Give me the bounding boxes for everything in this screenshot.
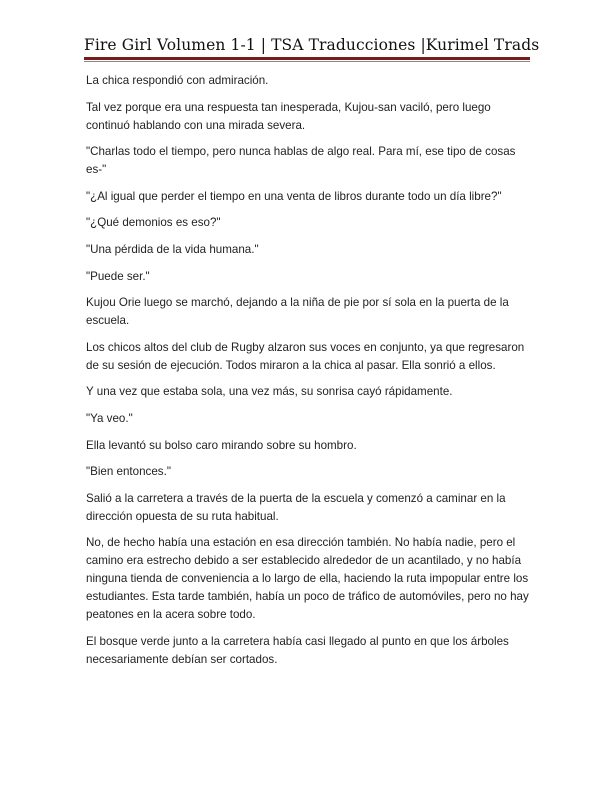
paragraph: La chica respondió con admiración. [86, 74, 269, 87]
paragraph: Y una vez que estaba sola, una vez más, su sonrisa cayó rápidamente. [86, 385, 453, 399]
paragraph: "Charlas todo el tiempo, pero nunca hablas de algo real. Para mí, ese tipo de cosas es-" [86, 145, 516, 177]
header-rule-red [84, 57, 530, 60]
paragraph: Ella levantó su bolso caro mirando sobre su hombro. [86, 438, 357, 452]
paragraph: "¿Qué demonios es eso?" [86, 216, 221, 230]
paragraph: Salió a la carretera a través de la puerta de la escuela y comenzó a caminar en la dirección opuesta de su ruta habitual. [86, 491, 506, 523]
paragraph: El bosque verde junto a la carretera había casi llegado al punto en que los árboles necesariamente debían ser cortados. [86, 634, 509, 666]
paragraph: No, de hecho había una estación en esa dirección también. No había nadie, pero el camino era estrecho debido a ser establecido alrededor de un acantilado, y no había ninguna tienda de conveniencia a lo largo de ella, haciendo la ruta impopular entre los estudiantes. Esta tarde también, había un poco de tráfico de automóviles, pero no hay peatones en la acera sobre todo. [86, 536, 529, 622]
page-header-title: Fire Girl Volumen 1-1 | TSA Traducciones |Kurimel Trads [84, 36, 540, 54]
paragraph: "¿Al igual que perder el tiempo en una venta de libros durante todo un día libre?" [86, 189, 502, 203]
paragraph: "Ya veo." [86, 411, 133, 425]
paragraph: "Una pérdida de la vida humana." [86, 242, 259, 256]
body-text [86, 72, 532, 678]
paragraph: Los chicos altos del club de Rugby alzaron sus voces en conjunto, ya que regresaron de su sesión de ejecución. Todos miraron a la chica al pasar. Ella sonrió a ellos. [86, 340, 525, 372]
paragraph: Kujou Orie luego se marchó, dejando a la niña de pie por sí sola en la puerta de la escuela. [86, 296, 509, 328]
paragraph: "Puede ser." [86, 269, 150, 283]
paragraph: "Bien entonces." [86, 465, 171, 479]
paragraph: Tal vez porque era una respuesta tan inesperada, Kujou-san vaciló, pero luego continuó hablando con una mirada severa. [86, 100, 491, 132]
header-rule-gray [84, 61, 530, 62]
